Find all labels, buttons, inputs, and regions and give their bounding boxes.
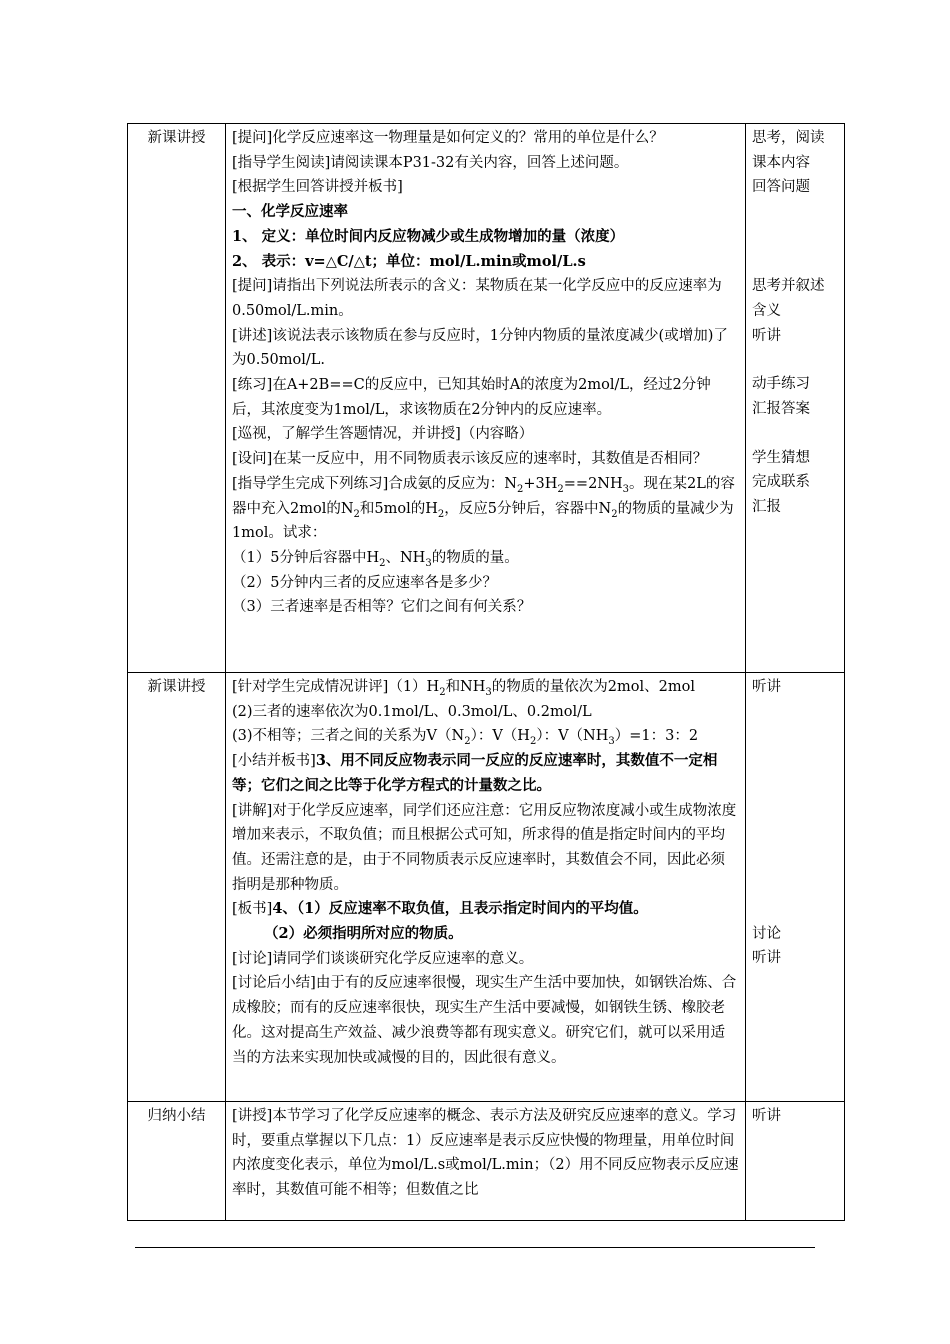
text-run: (3)不相等；三者之间的关系为V（N xyxy=(232,728,465,745)
activity-text: 思考并叙述含义 xyxy=(752,278,825,319)
activity-text: 完成联系 xyxy=(752,474,810,491)
text-run: ）：V（NH xyxy=(536,728,609,745)
activity-text: 思考，阅读课本内容 xyxy=(752,130,825,171)
lesson-plan-table xyxy=(127,123,845,1221)
subscript: 2 xyxy=(557,483,564,495)
footer-rule xyxy=(135,1247,815,1248)
activity-text: 回答问题 xyxy=(752,179,810,196)
spacer xyxy=(752,200,838,274)
text-run: 的物质的量依次为2mol、2mol xyxy=(491,679,695,695)
activity-text: 讨论 xyxy=(752,925,781,942)
table-row xyxy=(128,673,845,1102)
paragraph: [练习]在A+2B==C的反应中，已知其始时A的浓度为2mol/L，经过2分钟后，其浓度变为1mol/L，求该物质在2分钟内的反应速率。 xyxy=(232,377,711,418)
paragraph: [讨论]请同学们谈谈研究化学反应速率的意义。 xyxy=(232,950,534,967)
paragraph: [指导学生阅读]请阅读课本P31-32有关内容，回答上述问题。 xyxy=(232,154,629,171)
spacer xyxy=(752,700,838,922)
activity-text: 听讲 xyxy=(752,327,781,344)
question-2: （2）5分钟内三者的反应速率各是多少？ xyxy=(232,574,497,591)
section-heading: 一、化学反应速率 xyxy=(232,203,348,221)
student-activity-cell xyxy=(746,673,845,1102)
text-run: 、NH xyxy=(385,549,426,566)
paragraph: [讨论后小结]由于有的反应速率很慢，现实生产生活中要加快，如钢铁冶炼、合成橡胶；而有的反应速率很快，现实生产生活中要减慢，如钢铁生锈、橡胶老化。这对提高生产效益、减少浪费等都有现实意义。研究它们，就可以采用适当的方法来实现加快或减慢的目的，因此很有意义。 xyxy=(232,975,737,1066)
text-run: [板书] xyxy=(232,901,273,918)
text-run: [针对学生完成情况讲评]（1）H xyxy=(232,679,440,695)
paragraph: [设问]在某一反应中，用不同物质表示该反应的速率时，其数值是否相同？ xyxy=(232,451,708,468)
formula-line: 2、 表示：v=△C/△t；单位：mol/L.min或mol/L.s xyxy=(232,252,586,270)
content-cell xyxy=(226,673,746,1102)
summary-paragraph xyxy=(232,749,739,798)
text-run: ==2NH xyxy=(563,475,623,492)
text-run: [指导学生完成下列练习]合成氨的反应为：N xyxy=(232,475,517,492)
subscript: 2 xyxy=(529,736,537,748)
subscript: 2 xyxy=(439,686,446,698)
subscript: 3 xyxy=(608,736,615,748)
board-point: （2）必须指明所对应的物质。 xyxy=(264,925,463,943)
student-activity-cell xyxy=(746,124,845,673)
definition-line: 1、 定义：单位时间内反应物减少或生成物增加的量（浓度） xyxy=(232,227,625,245)
activity-text: 学生猜想 xyxy=(752,449,810,466)
paragraph: (2)三者的速率依次为0.1mol/L、0.3mol/L、0.2mol/L xyxy=(232,703,592,720)
text-run: 的物质的量。 xyxy=(431,549,519,566)
paragraph: [讲述]该说法表示该物质在参与反应时，1分钟内物质的量浓度减少(或增加)了为0.50mol/L. xyxy=(232,327,728,369)
content-cell xyxy=(226,124,746,673)
text-run: +3H xyxy=(523,475,558,492)
stage-cell: 新课讲授 xyxy=(128,673,226,1102)
subscript: 2 xyxy=(379,557,386,569)
bold-text-run: 3、用不同反应物表示同一反应的反应速率时，其数值不一定相等；它们之间之比等于化学方程式的计量数之比。 xyxy=(232,752,718,794)
subscript: 2 xyxy=(464,736,471,748)
bold-text-run: 4、（1）反应速率不取负值，且表示指定时间内的平均值。 xyxy=(272,900,648,918)
paragraph: [巡视，了解学生答题情况，并讲授]（内容略） xyxy=(232,426,534,443)
table-row xyxy=(128,1102,845,1221)
paragraph: [讲解]对于化学反应速率，同学们还应注意：它用反应物浓度减小或生成物浓度增加来表示，不取负值；而且根据公式可知，所求得的值是指定时间内的平均值。还需注意的是，由于不同物质表示反应速率时，其数值会不同，因此必须指明是那种物质。 xyxy=(232,802,737,893)
stage-cell: 新课讲授 xyxy=(128,124,226,673)
board-paragraph xyxy=(232,897,739,922)
text-run: 和5mol的H xyxy=(359,500,438,517)
text-run: ）：V（H xyxy=(470,728,530,745)
text-run: ，反应5分钟后，容器中N xyxy=(444,500,612,517)
student-activity-cell xyxy=(746,1102,845,1221)
text-run: [小结并板书] xyxy=(232,753,316,770)
table-row xyxy=(128,124,845,673)
content-cell xyxy=(226,1102,746,1221)
paragraph xyxy=(232,675,739,700)
stage-cell: 归纳小结 xyxy=(128,1102,226,1221)
text-run: （1）5分钟后容器中H xyxy=(232,549,380,566)
text-run: ）=1：3：2 xyxy=(614,728,699,745)
spacer xyxy=(752,422,838,446)
subscript: 3 xyxy=(622,483,630,495)
question-1 xyxy=(232,546,739,571)
activity-text: 听讲 xyxy=(752,1108,781,1124)
paragraph: [提问]请指出下列说法所表示的含义：某物质在某一化学反应中的反应速率为0.50mol/L.min。 xyxy=(232,278,722,319)
activity-text: 汇报答案 xyxy=(752,400,810,417)
subscript: 2 xyxy=(437,508,445,520)
activity-text: 听讲 xyxy=(752,679,781,695)
text-run: 。现在某2L的容器中充入2mol的N xyxy=(232,475,735,517)
spacer xyxy=(752,348,838,372)
activity-text: 听讲 xyxy=(752,950,781,967)
activity-text: 动手练习 xyxy=(752,376,810,393)
text-run: 和NH xyxy=(445,679,486,695)
subscript: 2 xyxy=(611,508,618,520)
text-run: 的物质的量减少为1mol。试求： xyxy=(232,500,734,542)
paragraph: [提问]化学反应速率这一物理量是如何定义的？常用的单位是什么？ xyxy=(232,130,664,146)
subscript: 3 xyxy=(485,686,492,698)
paragraph: [讲授]本节学习了化学反应速率的概念、表示方法及研究反应速率的意义。学习时，要重点掌握以下几点：1）反应速率是表示反应快慢的物理量，用单位时间内浓度变化表示，单位为mol/L.s或mol/L.min；（2）用不同反应物表示反应速率时，其数值可能不相等；但数值之比 xyxy=(232,1108,739,1199)
subscript: 2 xyxy=(517,483,524,495)
question-3: （3）三者速率是否相等？它们之间有何关系？ xyxy=(232,599,532,616)
exercise-paragraph xyxy=(232,472,739,546)
activity-text: 汇报 xyxy=(752,499,781,516)
paragraph xyxy=(232,724,739,749)
subscript: 3 xyxy=(425,557,432,569)
subscript: 2 xyxy=(353,508,360,520)
paragraph: [根据学生回答讲授并板书] xyxy=(232,179,403,196)
